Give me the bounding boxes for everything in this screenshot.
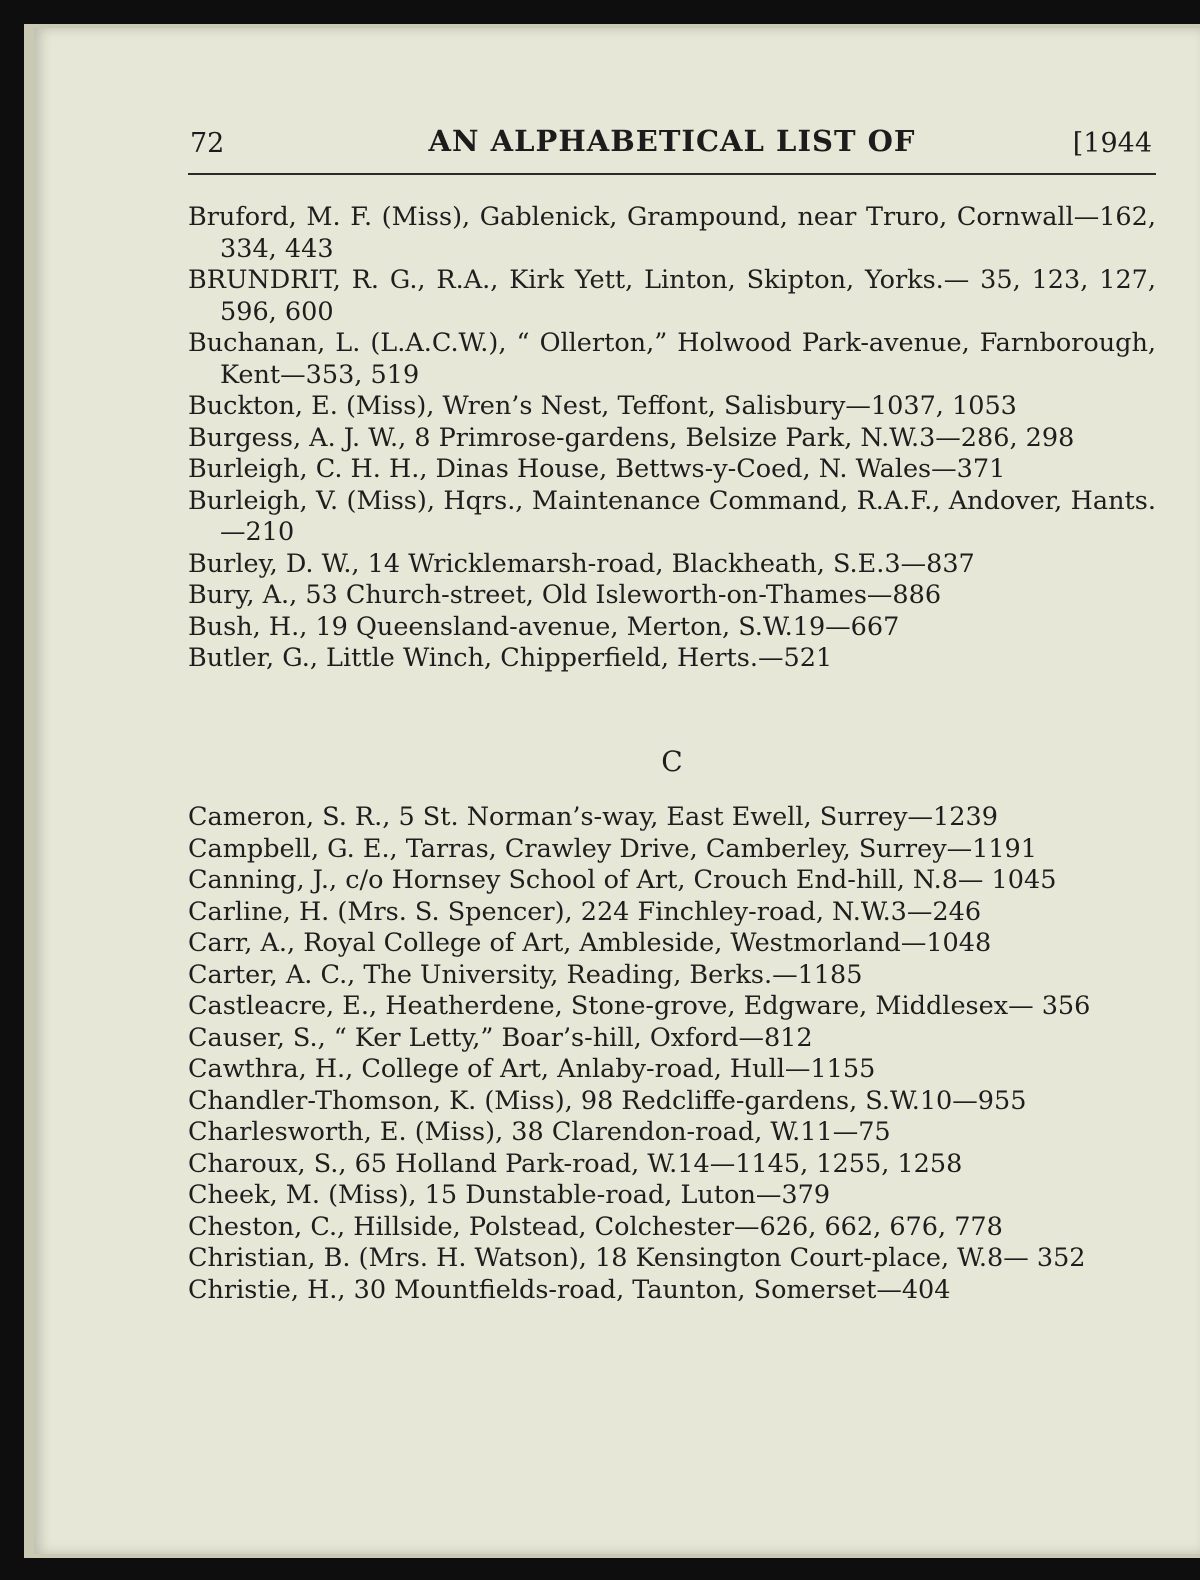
list-entry: Carline, H. (Mrs. S. Spencer), 224 Finchley-road, N.W.3—246 bbox=[188, 896, 982, 927]
list-entry: Charoux, S., 65 Holland Park-road, W.14—1145, 1255, 1258 bbox=[188, 1148, 963, 1179]
page-number: 72 bbox=[190, 128, 225, 159]
list-entry: Buckton, E. (Miss), Wren’s Nest, Teffont, Salisbury—1037, 1053 bbox=[188, 391, 1017, 421]
list-entry: Burleigh, V. (Miss), Hqrs., Maintenance Command, R.A.F., Andover, Hants.—210 bbox=[188, 485, 1156, 547]
list-entry: Cheek, M. (Miss), 15 Dunstable-road, Luton—379 bbox=[188, 1180, 831, 1210]
list-entry: Cheston, C., Hillside, Polstead, Colchester—626, 662, 676, 778 bbox=[188, 1211, 1003, 1242]
list-entry: Charlesworth, E. (Miss), 38 Clarendon-road, W.11—75 bbox=[188, 1117, 891, 1147]
list-entry: Buchanan, L. (L.A.C.W.), “ Ollerton,” Holwood Park-avenue, Farnborough, Kent—353, 519 bbox=[188, 328, 1156, 390]
list-entry: Butler, G., Little Winch, Chipperfield, Herts.—521 bbox=[188, 643, 833, 673]
list-entry: Bury, A., 53 Church-street, Old Isleworth-on-Thames—886 bbox=[188, 580, 942, 610]
list-entry: Castleacre, E., Heatherdene, Stone-grove, Edgware, Middlesex— 356 bbox=[188, 991, 1091, 1021]
list-entry: Chandler-Thomson, K. (Miss), 98 Redcliffe-gardens, S.W.10—955 bbox=[188, 1085, 1027, 1116]
list-entry: Burley, D. W., 14 Wricklemarsh-road, Blackheath, S.E.3—837 bbox=[188, 548, 975, 579]
section-c-list bbox=[188, 802, 1156, 1306]
list-entry: Canning, J., c/o Hornsey School of Art, Crouch End-hill, N.8— 1045 bbox=[188, 865, 1057, 895]
list-entry: Burleigh, C. H. H., Dinas House, Bettws-y-Coed, N. Wales—371 bbox=[188, 454, 1006, 484]
year-label: [1944 bbox=[1072, 128, 1152, 159]
running-title: AN ALPHABETICAL LIST OF bbox=[428, 124, 916, 158]
list-entry: Burgess, A. J. W., 8 Primrose-gardens, Belsize Park, N.W.3—286, 298 bbox=[188, 422, 1075, 453]
header-rule bbox=[188, 173, 1156, 175]
list-entry: Cameron, S. R., 5 St. Norman’s-way, East Ewell, Surrey—1239 bbox=[188, 802, 998, 832]
list-entry: Bruford, M. F. (Miss), Gablenick, Grampound, near Truro, Cornwall—162, 334, 443 bbox=[188, 202, 1156, 264]
list-entry: Carr, A., Royal College of Art, Ambleside, Westmorland—1048 bbox=[188, 928, 992, 958]
list-entry: Causer, S., “ Ker Letty,” Boar’s-hill, Oxford—812 bbox=[188, 1022, 813, 1053]
list-entry: Cawthra, H., College of Art, Anlaby-road, Hull—1155 bbox=[188, 1054, 876, 1084]
list-entry: Bush, H., 19 Queensland-avenue, Merton, S.W.19—667 bbox=[188, 611, 900, 642]
list-entry: BRUNDRIT, R. G., R.A., Kirk Yett, Linton, Skipton, Yorks.— 35, 123, 127, 596, 600 bbox=[188, 265, 1156, 327]
section-b-list bbox=[188, 202, 1156, 675]
list-entry: Christie, H., 30 Mountfields-road, Taunton, Somerset—404 bbox=[188, 1274, 951, 1305]
list-entry: Christian, B. (Mrs. H. Watson), 18 Kensington Court-place, W.8— 352 bbox=[188, 1243, 1086, 1273]
section-letter: C bbox=[661, 745, 683, 778]
list-entry: Carter, A. C., The University, Reading, Berks.—1185 bbox=[188, 959, 863, 990]
running-header bbox=[188, 122, 1156, 168]
list-entry: Campbell, G. E., Tarras, Crawley Drive, Camberley, Surrey—1191 bbox=[188, 833, 1037, 864]
